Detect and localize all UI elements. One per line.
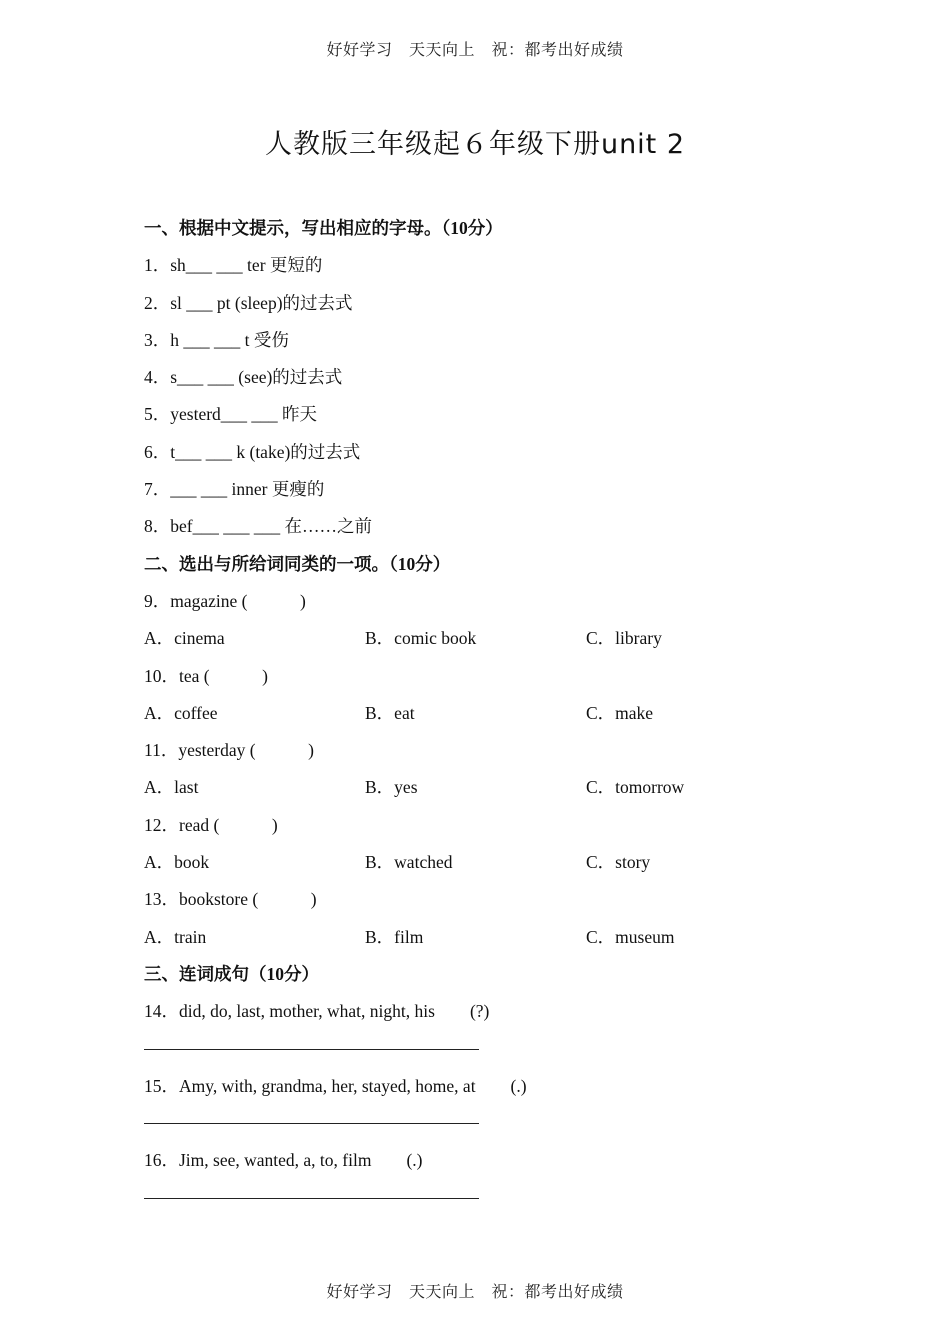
document-title: 人教版三年级起６年级下册unit 2 (264, 129, 686, 160)
choice-options-11 (144, 769, 844, 806)
answer-rule (144, 1198, 479, 1199)
choice-question-11: 11．yesterday ( ) (144, 740, 314, 761)
answer-line-16 (144, 1180, 844, 1217)
fill-item-7: 7．___ ___ inner 更瘦的 (144, 479, 325, 500)
option-c: C．library (586, 628, 662, 649)
section-heading-1: 一、根据中文提示，写出相应的字母。（10分） (144, 218, 503, 238)
choice-question-9: 9．magazine ( ) (144, 590, 306, 611)
choice-question-13: 13．bookstore ( ) (144, 889, 317, 910)
section-heading-3: 三、连词成句（10分） (144, 963, 319, 984)
fill-item-4: 4．s___ ___ (see)的过去式 (144, 367, 343, 388)
page-footer: 好好学习 天天向上 祝：都考出好成绩 (326, 1284, 624, 1301)
option-c: C．museum (586, 926, 675, 947)
fill-item-1: 1．sh___ ___ ter 更短的 (144, 255, 323, 276)
option-c: C．story (586, 852, 651, 873)
section-heading-2: 二、选出与所给词同类的一项。（10分） (144, 553, 451, 574)
fill-item-2: 2．sl ___ pt (sleep)的过去式 (144, 292, 353, 313)
choice-options-9 (144, 620, 844, 657)
choice-question-12: 12．read ( ) (144, 814, 278, 835)
fill-item-6: 6．t___ ___ k (take)的过去式 (144, 441, 361, 462)
worksheet-body (144, 210, 844, 1217)
page-header: 好好学习 天天向上 祝：都考出好成绩 (326, 42, 624, 59)
option-a: A．coffee (144, 702, 218, 723)
option-b: B．eat (365, 702, 415, 723)
choice-options-10 (144, 695, 844, 732)
sentence-item-14: 14．did, do, last, mother, what, night, his (?) (144, 1001, 490, 1022)
option-c: C．make (586, 702, 654, 723)
answer-rule (144, 1123, 479, 1124)
fill-item-8: 8．bef___ ___ ___ 在……之前 (144, 516, 372, 537)
choice-options-12 (144, 844, 844, 881)
option-a: A．last (144, 777, 199, 798)
option-a: A．book (144, 852, 210, 873)
option-b: B．watched (365, 852, 453, 873)
fill-item-3: 3．h ___ ___ t 受伤 (144, 329, 289, 350)
option-b: B．film (365, 926, 424, 947)
fill-item-5: 5．yesterd___ ___ 昨天 (144, 404, 318, 425)
sentence-item-16: 16．Jim, see, wanted, a, to, film (.) (144, 1150, 423, 1171)
option-a: A．cinema (144, 628, 225, 649)
option-b: B．yes (365, 777, 418, 798)
answer-line-15 (144, 1105, 844, 1142)
answer-rule (144, 1049, 479, 1050)
option-c: C．tomorrow (586, 777, 685, 798)
answer-line-14 (144, 1031, 844, 1068)
option-b: B．comic book (365, 628, 477, 649)
choice-options-13 (144, 919, 844, 956)
option-a: A．train (144, 926, 207, 947)
choice-question-10: 10．tea ( ) (144, 665, 268, 686)
sentence-item-15: 15．Amy, with, grandma, her, stayed, home, at (.) (144, 1075, 527, 1096)
